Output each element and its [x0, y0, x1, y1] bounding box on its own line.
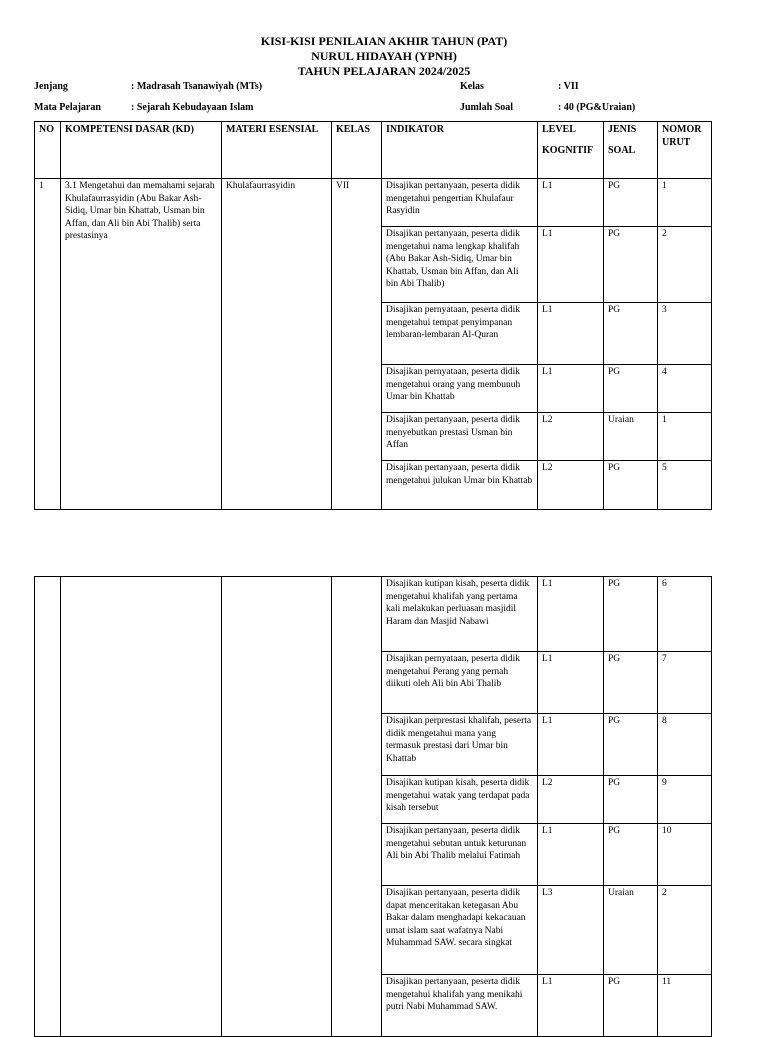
jenis-soal: PG — [604, 824, 658, 886]
kisi-table-page1 — [34, 121, 712, 510]
materi-esensial-text: Khulafaurrasyidin — [222, 179, 332, 510]
jumlah-soal-label: Jumlah Soal — [460, 102, 514, 113]
jenis-soal: PG — [604, 303, 658, 365]
doc-title: KISI-KISI PENILAIAN AKHIR TAHUN (PAT) — [260, 34, 508, 48]
kelas-value: : VII — [558, 81, 579, 92]
nomor-urut: 1 — [658, 413, 712, 461]
nomor-urut: 4 — [658, 365, 712, 413]
kisi-table-page2 — [34, 576, 712, 1037]
jenis-soal: Uraian — [604, 886, 658, 975]
indikator-text: Disajikan pertanyaan, peserta didik mengetahui julukan Umar bin Khattab — [382, 461, 538, 510]
indikator-text: Disajikan pertanyaan, peserta didik mengetahui nama lengkap khalifah (Abu Bakar Ash-Sidiq, Umar bin Khattab, Usman bin Affan, dan Ali bin Abi Thalib) — [382, 227, 538, 303]
col-indikator: INDIKATOR — [382, 122, 538, 179]
indikator-text: Disajikan pernyataan, peserta didik mengetahui tempat penyimpanan lembaran-lembaran Al-Quran — [382, 303, 538, 365]
table-row — [35, 179, 712, 227]
level-kognitif: L1 — [538, 179, 604, 227]
nomor-urut: 5 — [658, 461, 712, 510]
col-jenis-soal — [604, 122, 658, 179]
row-number-empty — [35, 577, 61, 1037]
mapel-label: Mata Pelajaran — [34, 102, 101, 113]
nomor-urut: 8 — [658, 714, 712, 776]
jenis-soal: PG — [604, 365, 658, 413]
indikator-text: Disajikan pertanyaan, peserta didik dapat menceritakan ketegasan Abu Bakar dalam menghadapi kekacauan umat islam saat wafatnya Nabi Muhammad SAW. secara singkat — [382, 886, 538, 975]
jenjang-label: Jenjang — [34, 81, 68, 92]
level-kognitif: L1 — [538, 577, 604, 652]
jenis-soal: Uraian — [604, 413, 658, 461]
kelas-text: VII — [332, 179, 382, 510]
nomor-urut: 2 — [658, 227, 712, 303]
indikator-text: Disajikan pertanyaan, peserta didik mengetahui khalifah yang menikahi putri Nabi Muhammad SAW. — [382, 975, 538, 1037]
jenis-soal: PG — [604, 776, 658, 824]
col-nomor-urut: NOMOR URUT — [658, 122, 712, 179]
level-kognitif: L1 — [538, 714, 604, 776]
level-kognitif: L2 — [538, 413, 604, 461]
mapel-value: : Sejarah Kebudayaan Islam — [131, 102, 254, 113]
nomor-urut: 6 — [658, 577, 712, 652]
indikator-text: Disajikan pertanyaan, peserta didik mengetahui sebutan untuk keturunan Ali bin Abi Thalib melalui Fatimah — [382, 824, 538, 886]
jenis-soal: PG — [604, 461, 658, 510]
level-kognitif: L1 — [538, 824, 604, 886]
nomor-urut: 3 — [658, 303, 712, 365]
jenis-soal: PG — [604, 577, 658, 652]
nomor-urut: 1 — [658, 179, 712, 227]
nomor-urut: 2 — [658, 886, 712, 975]
jumlah-soal-value: : 40 (PG&Uraian) — [558, 102, 636, 113]
academic-year: TAHUN PELAJARAN 2024/2025 — [297, 64, 471, 78]
level-kognitif: L2 — [538, 461, 604, 510]
nomor-urut: 7 — [658, 652, 712, 714]
kompetensi-dasar-empty — [61, 577, 222, 1037]
materi-esensial-empty — [222, 577, 332, 1037]
jenis-soal: PG — [604, 652, 658, 714]
nomor-urut: 10 — [658, 824, 712, 886]
level-kognitif: L1 — [538, 975, 604, 1037]
col-kompetensi-dasar: KOMPETENSI DASAR (KD) — [61, 122, 222, 179]
jenis-soal: PG — [604, 179, 658, 227]
table-header-row — [35, 122, 712, 179]
indikator-text: Disajikan pertanyaan, peserta didik mengetahui pengertian Khulafaur Rasyidin — [382, 179, 538, 227]
kelas-label: Kelas — [460, 81, 484, 92]
table-row — [35, 577, 712, 652]
jenis-soal: PG — [604, 714, 658, 776]
jenis-soal: PG — [604, 975, 658, 1037]
nomor-urut: 9 — [658, 776, 712, 824]
jenis-soal: PG — [604, 227, 658, 303]
level-kognitif: L1 — [538, 303, 604, 365]
school-name: NURUL HIDAYAH (YPNH) — [311, 49, 457, 63]
level-kognitif: L1 — [538, 365, 604, 413]
level-kognitif: L3 — [538, 886, 604, 975]
indikator-text: Disajikan pertanyaan, peserta didik menyebutkan prestasi Usman bin Affan — [382, 413, 538, 461]
indikator-text: Disajikan kutipan kisah, peserta didik mengetahui khalifah yang pertama kali melakukan perluasan masjidil Haram dan Masjid Nabawi — [382, 577, 538, 652]
nomor-urut: 11 — [658, 975, 712, 1037]
indikator-text: Disajikan pernyataan, peserta didik mengetahui orang yang membunuh Umar bin Khattab — [382, 365, 538, 413]
col-materi-esensial: MATERI ESENSIAL — [222, 122, 332, 179]
col-kognitif-label: KOGNITIF — [542, 144, 594, 156]
kompetensi-dasar-text: 3.1 Mengetahui dan memahami sejarah Khulafaurrasyidin (Abu Bakar Ash-Sidiq, Umar bin Khattab, Usman bin Affan, dan Ali bin Abi Thalib) serta prestasinya — [61, 179, 222, 510]
row-number: 1 — [35, 179, 61, 510]
indikator-text: Disajikan pernyataan, peserta didik mengetahui Perang yang pernah diikuti oleh Ali bin Abi Thalib — [382, 652, 538, 714]
col-soal-label: SOAL — [608, 144, 636, 156]
indikator-text: Disajikan perprestasi khalifah, peserta didik mengetahui mana yang termasuk prestasi dari Umar bin Khattab — [382, 714, 538, 776]
kelas-empty — [332, 577, 382, 1037]
indikator-text: Disajikan kutipan kisah, peserta didik mengetahui watak yang terdapat pada kisah tersebut — [382, 776, 538, 824]
col-level-kognitif — [538, 122, 604, 179]
level-kognitif: L1 — [538, 227, 604, 303]
jenjang-value: : Madrasah Tsanawiyah (MTs) — [131, 81, 263, 92]
col-level-label: LEVEL — [542, 124, 576, 135]
col-no: NO — [35, 122, 61, 179]
level-kognitif: L2 — [538, 776, 604, 824]
col-kelas: KELAS — [332, 122, 382, 179]
level-kognitif: L1 — [538, 652, 604, 714]
col-jenis-label: JENIS — [608, 124, 637, 135]
